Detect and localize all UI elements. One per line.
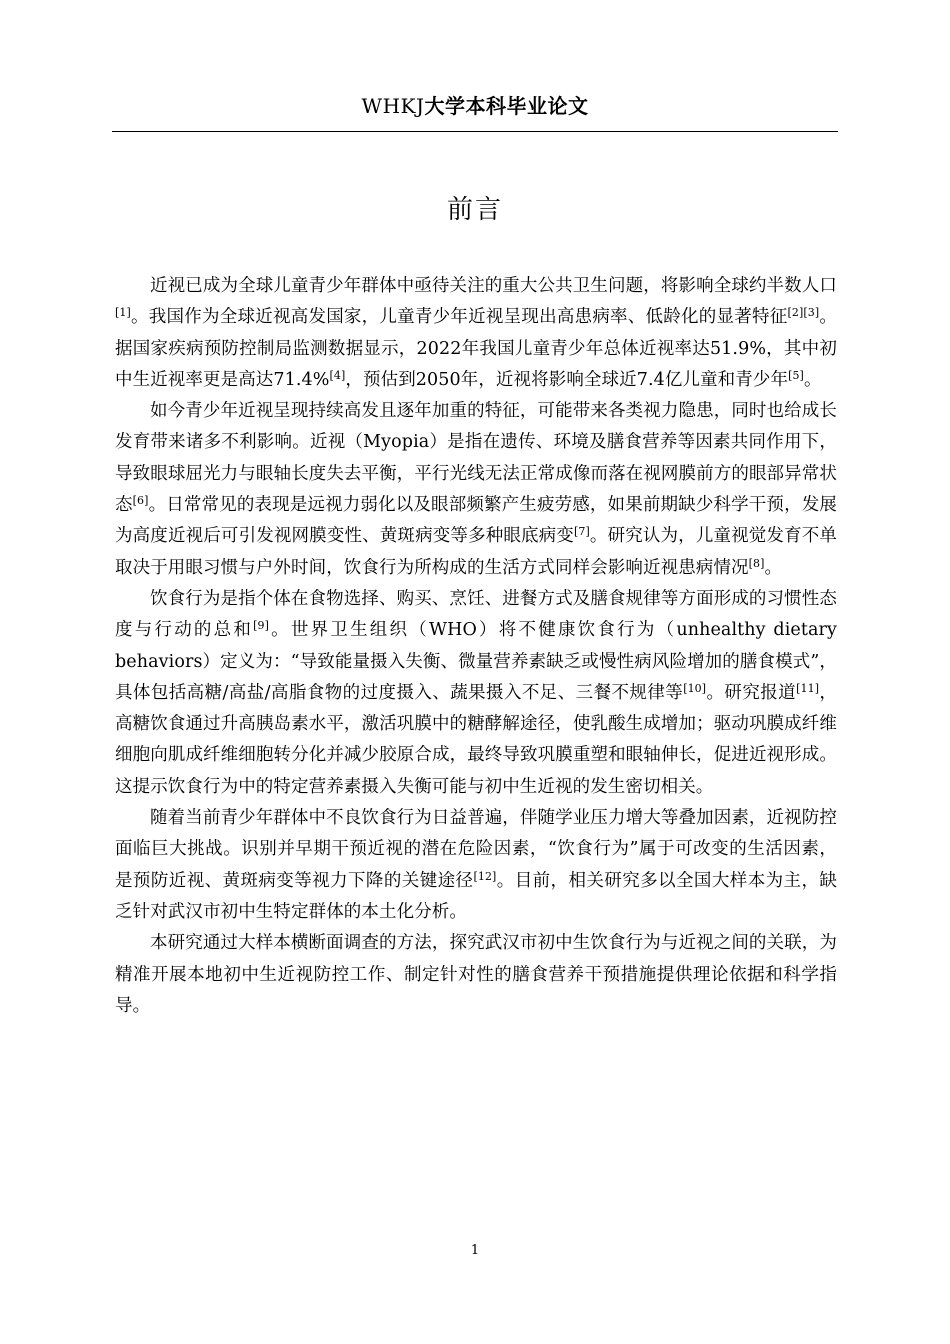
- paragraph: [115, 928, 837, 1022]
- page-header: [112, 92, 838, 120]
- paragraph-text: 。世界卫生组织（WHO）将不健康饮食行为（unhealthy dietary behaviors）定义为：“导致能量摄入失衡、微量营养素缺乏或慢性病风险增加的膳食模式”，具体包括高糖/高盐/高脂食物的过度摄入、蔬果摄入不足、三餐不规律等: [115, 620, 837, 703]
- paragraph-text: 。日常常见的表现是远视力弱化以及眼部频繁产生疲劳感，如果前期缺少科学干预，发展为高度近视后可引发视网膜变性、黄斑病变等多种眼底病变: [115, 495, 837, 547]
- paragraph: [115, 396, 837, 584]
- paragraph-text: 。: [803, 369, 822, 390]
- paragraph: [115, 584, 837, 803]
- paragraph-text: 如今青少年近视呈现持续高发且逐年加重的特征，可能带来各类视力隐患，同时也给成长发育带来诸多不利影响。近视（Myopia）是指在遗传、环境及膳食营养等因素共同作用下，导致眼球屈光力与眼轴长度失去平衡，平行光线无法正常成像而落在视网膜前方的眼部异常状态: [115, 401, 837, 516]
- paragraph-text: 本研究通过大样本横断面调查的方法，探究武汉市初中生饮食行为与近视之间的关联，为精准开展本地初中生近视防控工作、制定针对性的膳食营养干预措施提供理论依据和科学指导。: [115, 933, 837, 1016]
- citation-marker: [7]: [573, 525, 590, 539]
- citation-marker: [9]: [253, 619, 270, 633]
- paragraph-text: 。据国家疾病预防控制局监测数据显示，2022年我国儿童青少年总体近视率达51.9%，其中初中生近视率更是高达71.4%: [115, 307, 837, 390]
- paragraph-text: ，预估到2050年，近视将影响全球近7.4亿儿童和青少年: [345, 369, 789, 390]
- citation-marker: [4]: [329, 368, 346, 382]
- paragraph-text: 。研究报道: [706, 682, 797, 703]
- citation-marker: [12]: [473, 869, 497, 883]
- paragraph: [115, 271, 837, 396]
- page-number: 1: [470, 1243, 480, 1258]
- header-code: WHKJ: [361, 94, 425, 118]
- body-text: [115, 271, 837, 1022]
- citation-marker: [5]: [788, 368, 804, 382]
- citation-marker: [2][3]: [787, 306, 820, 320]
- paragraph-text: 近视已成为全球儿童青少年群体中亟待关注的重大公共卫生问题，将影响全球约半数人口: [150, 276, 837, 296]
- citation-marker: [11]: [796, 681, 820, 695]
- paragraph-text: 饮食行为是指个体在食物选择、购买、烹饪、进餐方式及膳食规律等方面形成的习惯性态度与行动的总和: [115, 588, 837, 641]
- paragraph-text: ，高糖饮食通过升高胰岛素水平，激活巩膜中的糖酵解途径，使乳酸生成增加；驱动巩膜成纤维细胞向肌成纤维细胞转分化并减少胶原合成，最终导致巩膜重塑和眼轴伸长，促进近视形成。这提示饮食行为中的特定营养素摄入失衡可能与初中生近视的发生密切相关。: [115, 682, 838, 797]
- paragraph-text: 。: [764, 557, 783, 578]
- header-divider: [112, 131, 838, 132]
- paragraph-text: 。目前，相关研究多以全国大样本为主，缺乏针对武汉市初中生特定群体的本土化分析。: [115, 870, 837, 922]
- citation-marker: [10]: [683, 681, 707, 695]
- paragraph-text: 。研究认为，儿童视觉发育不单取决于用眼习惯与户外时间，饮食行为所构成的生活方式同样会影响近视患病情况: [115, 526, 837, 578]
- paragraph-text: 随着当前青少年群体中不良饮食行为日益普遍，伴随学业压力增大等叠加因素，近视防控面临巨大挑战。识别并早期干预近视的潜在危险因素，“饮食行为”属于可改变的生活因素，是预防近视、黄斑病变等视力下降的关键途径: [115, 808, 837, 891]
- section-title: 前言: [446, 195, 503, 225]
- citation-marker: [1]: [115, 306, 131, 320]
- paragraph: [115, 803, 837, 928]
- header-university-label: 大学本科毕业论文: [424, 94, 589, 118]
- citation-marker: [6]: [132, 494, 149, 508]
- paragraph-text: 。我国作为全球近视高发国家，儿童青少年近视呈现出高患病率、低龄化的显著特征: [130, 307, 788, 328]
- citation-marker: [8]: [748, 556, 765, 570]
